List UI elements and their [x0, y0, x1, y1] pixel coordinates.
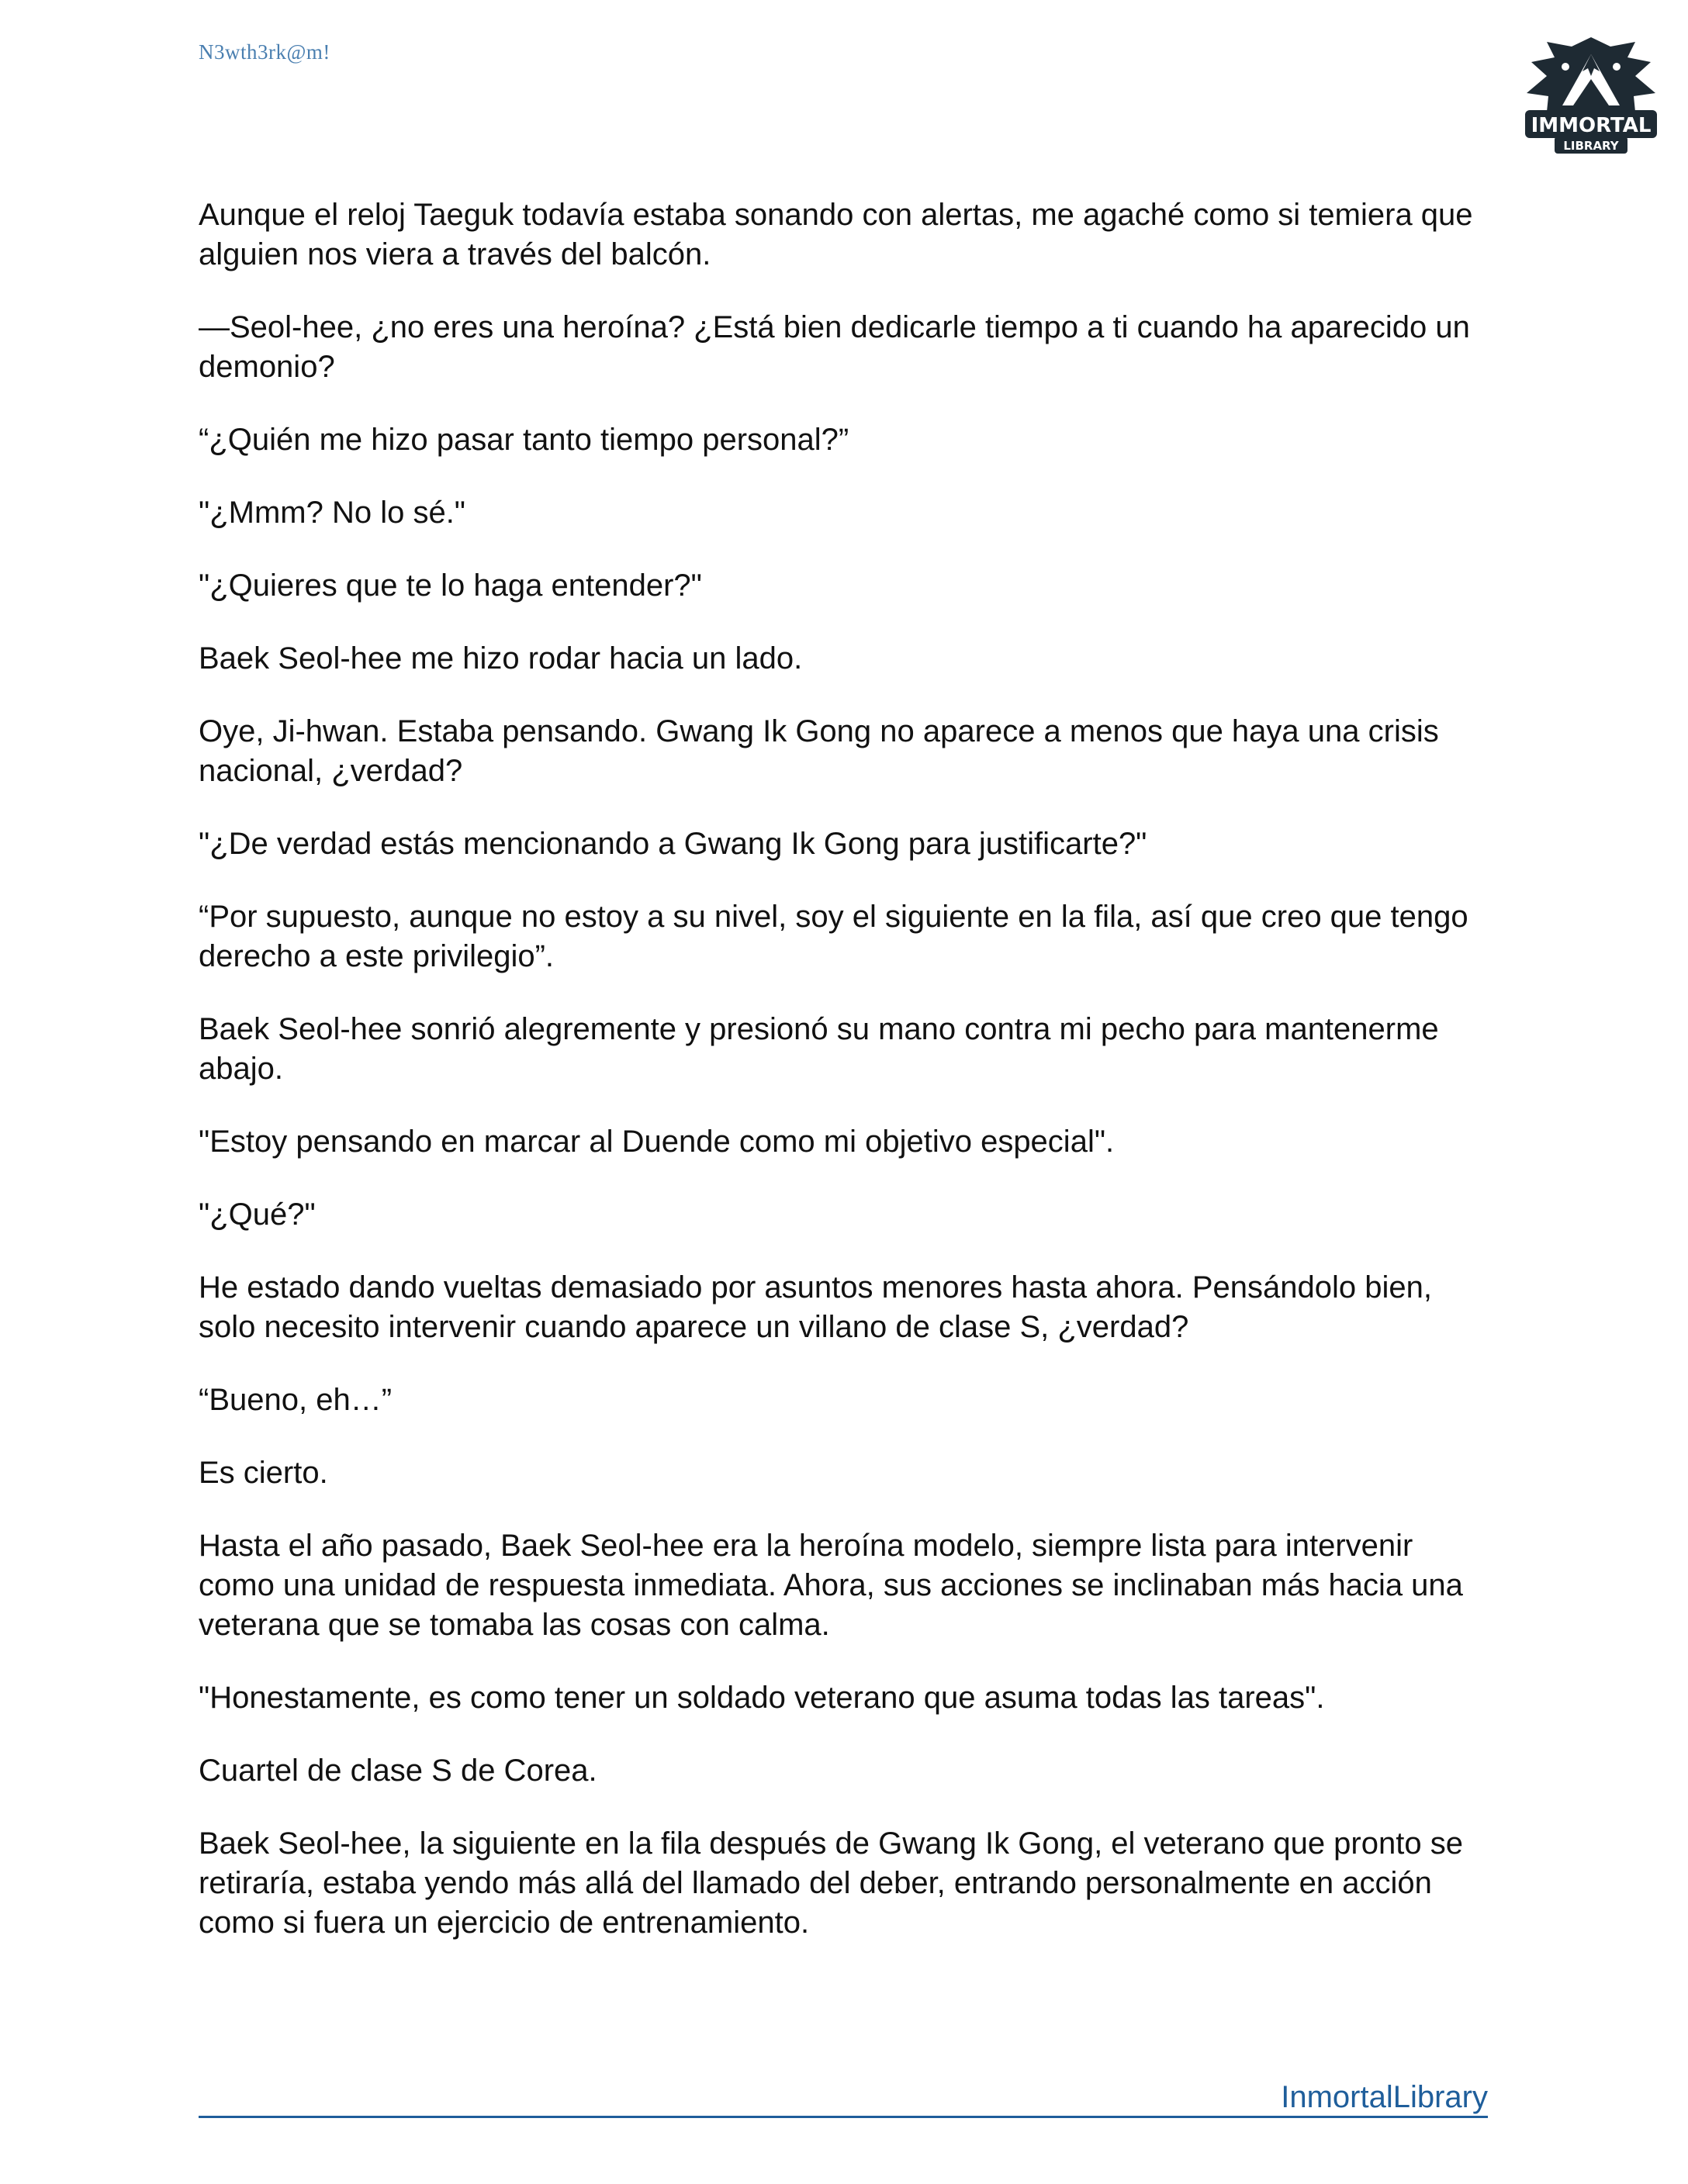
footer-link[interactable]: InmortalLibrary: [1281, 2080, 1488, 2114]
paragraph: He estado dando vueltas demasiado por asuntos menores hasta ahora. Pensándolo bien, solo necesito intervenir cuando aparece un villano de clase S, ¿verdad?: [199, 1270, 1432, 1344]
paragraph: “¿Quién me hizo pasar tanto tiempo personal?”: [199, 423, 849, 457]
paragraph: "¿Quieres que te lo haga entender?": [199, 568, 702, 603]
paragraph: Oye, Ji-hwan. Estaba pensando. Gwang Ik Gong no aparece a menos que haya una crisis nacional, ¿verdad?: [199, 714, 1439, 788]
paragraph: Baek Seol-hee sonrió alegremente y presionó su mano contra mi pecho para mantenerme abajo.: [199, 1012, 1439, 1086]
document-body: [199, 195, 1486, 1976]
paragraph: "Estoy pensando en marcar al Duende como mi objetivo especial".: [199, 1125, 1115, 1159]
paragraph: Baek Seol-hee me hizo rodar hacia un lado.: [199, 641, 803, 676]
paragraph: Aunque el reloj Taeguk todavía estaba sonando con alertas, me agaché como si temiera que alguien nos viera a través del balcón.: [199, 198, 1473, 271]
paragraph: "¿De verdad estás mencionando a Gwang Ik Gong para justificarte?": [199, 827, 1147, 861]
immortal-library-logo: [1519, 31, 1663, 163]
paragraph: “Bueno, eh…”: [199, 1383, 393, 1417]
paragraph: “Por supuesto, aunque no estoy a su nivel, soy el siguiente en la fila, así que creo que tengo derecho a este privilegio”.: [199, 900, 1468, 973]
paragraph: "Honestamente, es como tener un soldado veterano que asuma todas las tareas".: [199, 1681, 1325, 1715]
logo-line2: LIBRARY: [1563, 139, 1619, 153]
paragraph: Hasta el año pasado, Baek Seol-hee era la heroína modelo, siempre lista para intervenir como una unidad de respuesta inmediata. Ahora, sus acciones se inclinaban más hacia una veterana que se tomaba las cosas con calma.: [199, 1529, 1463, 1642]
paragraph: —Seol-hee, ¿no eres una heroína? ¿Está bien dedicarle tiempo a ti cuando ha aparecido un demonio?: [199, 310, 1470, 384]
logo-line1: IMMORTAL: [1531, 114, 1652, 137]
paragraph: "¿Mmm? No lo sé.": [199, 496, 466, 530]
paragraph: Es cierto.: [199, 1456, 328, 1490]
paragraph: "¿Qué?": [199, 1197, 316, 1232]
footer-rule: [199, 2079, 1488, 2118]
header-watermark: N3wth3rk@m!: [199, 40, 330, 64]
paragraph: Cuartel de clase S de Corea.: [199, 1754, 597, 1788]
paragraph: Baek Seol-hee, la siguiente en la fila después de Gwang Ik Gong, el veterano que pronto se retiraría, estaba yendo más allá del llamado del deber, entrando personalmente en acción como si fuera un ejercicio de entrenamiento.: [199, 1826, 1463, 1940]
